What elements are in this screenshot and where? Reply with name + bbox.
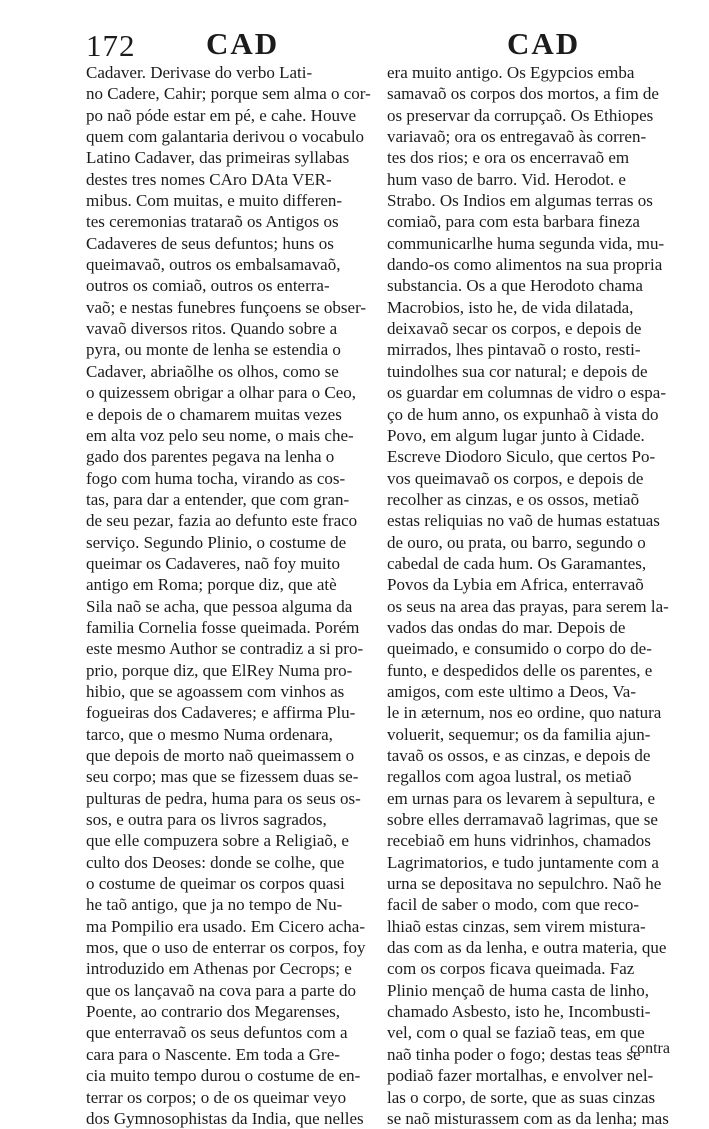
text-line: gado dos parentes pegava na lenha o [86, 447, 335, 467]
text-line: tes dos rios; e ora os encerravaõ em [387, 148, 630, 168]
text-line: ma Pompilio era usado. Em Cicero acha- [86, 916, 365, 936]
text-line: sos, e outra para os livros sagrados, [86, 810, 327, 830]
page-number: 172 [86, 28, 136, 63]
text-line: regallos com agoa lustral, os metiaõ [387, 767, 632, 787]
text-line: cara para o Nascente. Em toda a Gre- [86, 1044, 340, 1064]
text-line: antigo em Roma; porque diz, que atè [86, 575, 337, 595]
text-line: communicarlhe huma segunda vida, mu- [387, 233, 665, 253]
text-line: o costume de queimar os corpos quasi [86, 874, 345, 894]
text-line: naõ tinha poder o fogo; destas teas se [387, 1044, 641, 1064]
text-line: queimado, e consumido o corpo do de- [387, 639, 652, 659]
text-line: po naõ póde estar em pé, e cahe. Houve [86, 105, 356, 125]
text-line: vados das ondas do mar. Depois de [387, 617, 626, 637]
text-line: sobre elles derramavaõ lagrimas, que se [387, 810, 658, 830]
text-line: e depois de o chamarem muitas vezes [86, 404, 342, 424]
text-line: em alta voz pelo seu nome, o mais che- [86, 425, 354, 445]
text-line: funto, e despedidos delle os parentes, e [387, 660, 653, 680]
text-line: que depois de morto naõ queimassem o [86, 746, 355, 765]
text-line: estas reliquias no vaõ de humas estatuas [387, 511, 660, 531]
text-line: voluerit, sequemur; os da familia ajun- [387, 724, 651, 744]
text-line: introduzido em Athenas por Cecrops; e [86, 959, 352, 979]
text-line: cia muito tempo durou o costume de en- [86, 1066, 361, 1086]
text-line: este mesmo Author se contradiz a si pro- [86, 639, 364, 659]
text-line: de seu pezar, fazia ao defunto este fraco [86, 511, 358, 531]
text-line: tas, para dar a entender, que com gran- [86, 489, 350, 509]
text-line: hum vaso de barro. Vid. Herodot. e [387, 169, 626, 189]
text-line: Lagrimatorios, e tudo juntamente com a [387, 852, 659, 872]
text-line: ço de hum anno, os expunhaõ à vista do [387, 404, 659, 424]
text-line: dando-os como alimentos na sua propria [387, 255, 663, 275]
text-line: culto dos Deoses: donde se colhe, que [86, 852, 345, 872]
text-line: le in æternum, nos eo ordine, quo natura [387, 703, 662, 723]
text-line: queimar os Cadaveres, naõ foy muito [86, 553, 340, 573]
text-line: que elle compuzera sobre a Religiaõ, e [86, 831, 349, 851]
text-line: seu corpo; mas que se fizessem duas se- [86, 767, 359, 787]
text-line: Strabo. Os Indios em algumas terras os [387, 191, 653, 211]
text-line: comiaõ, para com esta barbara fineza [387, 212, 640, 232]
text-line: deixavaõ secar os corpos, e depois de [387, 319, 642, 339]
text-line: Latino Cadaver, das primeiras syllabas [86, 148, 350, 168]
text-line: Cadaveres de seus defuntos; huns os [86, 233, 334, 253]
text-line: queimavaõ, outros os embalsamavaõ, [86, 255, 341, 275]
text-line: o quizessem obrigar a olhar para o Ceo, [86, 383, 357, 403]
left-text-column [86, 62, 378, 1129]
text-line: prio, porque diz, que ElRey Numa pro- [86, 660, 353, 680]
text-line: Macrobios, isto he, de vida dilatada, [387, 297, 634, 317]
text-line: em urnas para os levarem à sepultura, e [387, 788, 656, 808]
running-head-right: CAD [507, 26, 581, 61]
text-line: Sila naõ se acha, que pessoa alguma da [86, 596, 353, 616]
text-line: vaõ; e nestas funebres funçoens se obser- [86, 297, 367, 317]
text-line: se naõ misturassem com as da lenha; mas [387, 1108, 669, 1128]
text-line: os seus na area das prayas, para serem la- [387, 596, 669, 616]
text-line: samavaõ os corpos dos mortos, a fim de [387, 84, 659, 104]
text-line: tavaõ os ossos, e as cinzas, e depois de [387, 746, 651, 765]
running-head-left: CAD [206, 26, 280, 61]
text-line: urna se depositava no sepulchro. Naõ he [387, 874, 662, 894]
text-line: Escreve Diodoro Siculo, que certos Po- [387, 447, 656, 467]
text-line: chamado Asbesto, isto he, Incombusti- [387, 1002, 651, 1022]
text-line: vavaõ diversos ritos. Quando sobre a [86, 319, 338, 339]
text-line: Cadaver. Derivase do verbo Lati- [86, 63, 313, 82]
text-line: hibio, que se agoassem com vinhos as [86, 681, 345, 701]
text-line: pyra, ou monte de lenha se estendia o [86, 340, 341, 360]
text-line: no Cadere, Cahir; porque sem alma o cor- [86, 84, 371, 104]
text-line: tarco, que o mesmo Numa ordenara, [86, 724, 333, 744]
text-line: Poente, ao contrario dos Megarenses, [86, 1002, 340, 1022]
text-line: era muito antigo. Os Egypcios emba [387, 63, 635, 82]
text-line: recolher as cinzas, e os ossos, metiaõ [387, 489, 640, 509]
text-line: que enterravaõ os seus defuntos com a [86, 1023, 348, 1043]
text-line: tuindolhes sua cor natural; e depois de [387, 361, 648, 381]
text-line: lhiaõ estas cinzas, sem virem mistura- [387, 916, 646, 936]
text-line: mibus. Com muitas, e muito differen- [86, 191, 343, 211]
text-line: serviço. Segundo Plinio, o costume de [86, 532, 347, 552]
text-line: pulturas de pedra, huma para os seus os- [86, 788, 361, 808]
text-line: dos Gymnosophistas da India, que nelles [86, 1108, 364, 1128]
text-line: he taõ antigo, que ja no tempo de Nu- [86, 895, 343, 915]
text-line: vos queimavaõ os corpos, e depois de [387, 468, 644, 488]
text-line: destes tres nomes CAro DAta VER- [86, 169, 332, 189]
text-line: vel, com o qual se faziaõ teas, em que [387, 1023, 645, 1043]
text-line: substancia. Os a que Herodoto chama [387, 276, 643, 296]
text-line: Povos da Lybia em Africa, enterravaõ [387, 575, 644, 595]
text-line: tes ceremonias trataraõ os Antigos os [86, 212, 339, 232]
text-line: mos, que o uso de enterrar os corpos, foy [86, 938, 366, 958]
text-line: os guardar em columnas de vidro o espa- [387, 383, 666, 403]
right-text-column [387, 62, 699, 1129]
text-line: las o corpo, de sorte, que as suas cinzas [387, 1087, 656, 1107]
text-line: das com as da lenha, e outra materia, que [387, 938, 667, 958]
text-line: com os corpos ficava queimada. Faz [387, 959, 635, 979]
text-line: podiaõ fazer mortalhas, e envolver nel- [387, 1066, 654, 1086]
text-line: terrar os corpos; o de os queimar veyo [86, 1087, 347, 1107]
text-line: mirrados, lhes pintavaõ o rosto, resti- [387, 340, 641, 360]
text-line: variavaõ; ora os entregavaõ às corren- [387, 127, 647, 147]
text-line: outros os comiaõ, outros os enterra- [86, 276, 330, 296]
text-line: Plinio mençaõ de huma casta de linho, [387, 980, 650, 1000]
text-line: os preservar da corrupçaõ. Os Ethiopes [387, 105, 654, 125]
text-line: recebiaõ em huns vidrinhos, chamados [387, 831, 651, 851]
text-line: familia Cornelia fosse queimada. Porém [86, 617, 360, 637]
text-line: fogo com huma tocha, virando as cos- [86, 468, 346, 488]
text-line: que os lançavaõ na cova para a parte do [86, 980, 356, 1000]
text-line: facil de saber o modo, com que reco- [387, 895, 640, 915]
text-line: quem com galantaria derivou o vocabulo [86, 127, 365, 147]
catchword: contra [630, 1040, 670, 1057]
text-line: amigos, com este ultimo a Deos, Va- [387, 681, 636, 701]
text-line: Cadaver, abriaõlhe os olhos, como se [86, 361, 339, 381]
text-line: fogueiras dos Cadaveres; e affirma Plu- [86, 703, 356, 723]
text-line: Povo, em algum lugar junto à Cidade. [387, 425, 645, 445]
text-line: de ouro, ou prata, ou barro, segundo o [387, 532, 646, 552]
text-line: cabedal de cada hum. Os Garamantes, [387, 553, 647, 573]
